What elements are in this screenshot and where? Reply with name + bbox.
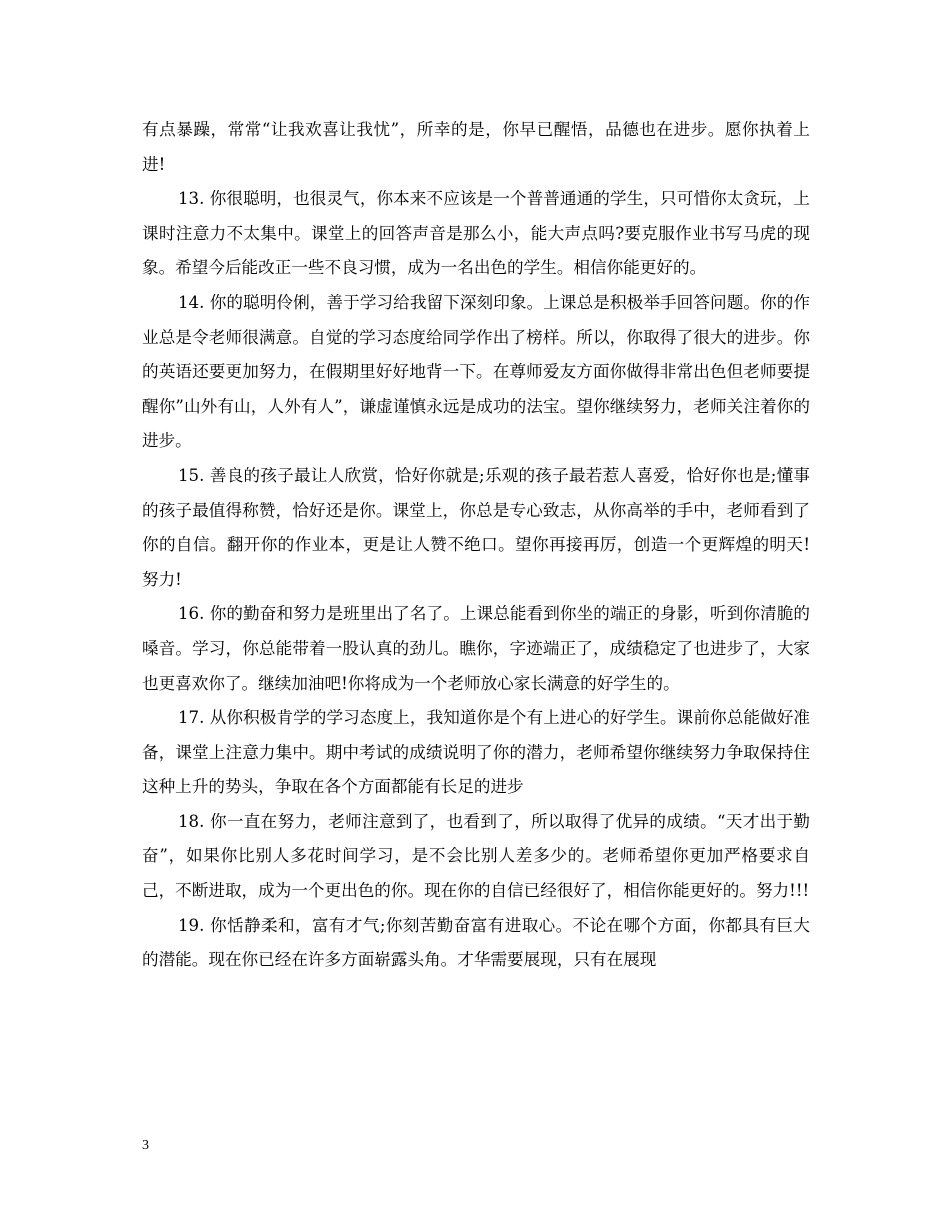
document-body: [142, 113, 810, 978]
paragraph-continuation: 有点暴躁，常常“让我欢喜让我忧”，所幸的是，你早已醒悟，品德也在进步。愿你执着上进!: [142, 120, 810, 174]
paragraph-18: 18. 你一直在努力，老师注意到了，也看到了，所以取得了优异的成绩。“天才出于勤奋”，如果你比别人多花时间学习，是不会比别人差多少的。老师希望你更加严格要求自己，不断进取，成为一个更出色的你。现在你的自信已经很好了，相信你能更好的。努力!!!: [142, 811, 810, 901]
paragraph-15: 15. 善良的孩子最让人欣赏，恰好你就是;乐观的孩子最若惹人喜爱，恰好你也是;懂事的孩子最值得称赞，恰好还是你。课堂上，你总是专心致志，从你高举的手中，老师看到了你的自信。翻开你的作业本，更是让人赞不绝口。望你再接再厉，创造一个更辉煌的明天!努力!: [142, 465, 810, 589]
paragraph-17: 17. 从你积极肯学的学习态度上，我知道你是个有上进心的好学生。课前你总能做好准备，课堂上注意力集中。期中考试的成绩说明了你的潜力，老师希望你继续努力争取保持住这种上升的势头，争取在各个方面都能有长足的进步: [142, 708, 810, 797]
paragraph-16: 16. 你的勤奋和努力是班里出了名了。上课总能看到你坐的端正的身影，听到你清脆的嗓音。学习，你总能带着一股认真的劲儿。瞧你，字迹端正了，成绩稳定了也进步了，大家也更喜欢你了。继续加油吧!你将成为一个老师放心家长满意的好学生的。: [142, 604, 810, 693]
paragraph-13: 13. 你很聪明，也很灵气，你本来不应该是一个普普通通的学生，只可惜你太贪玩，上课时注意力不太集中。课堂上的回答声音是那么小，能大声点吗?要克服作业书写马虎的现象。希望今后能改正一些不良习惯，成为一名出色的学生。相信你能更好的。: [142, 189, 810, 278]
paragraph-14: 14. 你的聪明伶俐，善于学习给我留下深刻印象。上课总是积极举手回答问题。你的作业总是令老师很满意。自觉的学习态度给同学作出了榜样。所以，你取得了很大的进步。你的英语还要更加努力，在假期里好好地背一下。在尊师爱友方面你做得非常出色但老师要提醒你”山外有山，人外有人”，谦虚谨慎永远是成功的法宝。望你继续努力，老师关注着你的进步。: [142, 292, 810, 451]
page-number: 3: [142, 1138, 149, 1153]
paragraph-19: 19. 你恬静柔和，富有才气;你刻苦勤奋富有进取心。不论在哪个方面，你都具有巨大的潜能。现在你已经在许多方面崭露头角。才华需要展现，只有在展现: [142, 915, 810, 970]
